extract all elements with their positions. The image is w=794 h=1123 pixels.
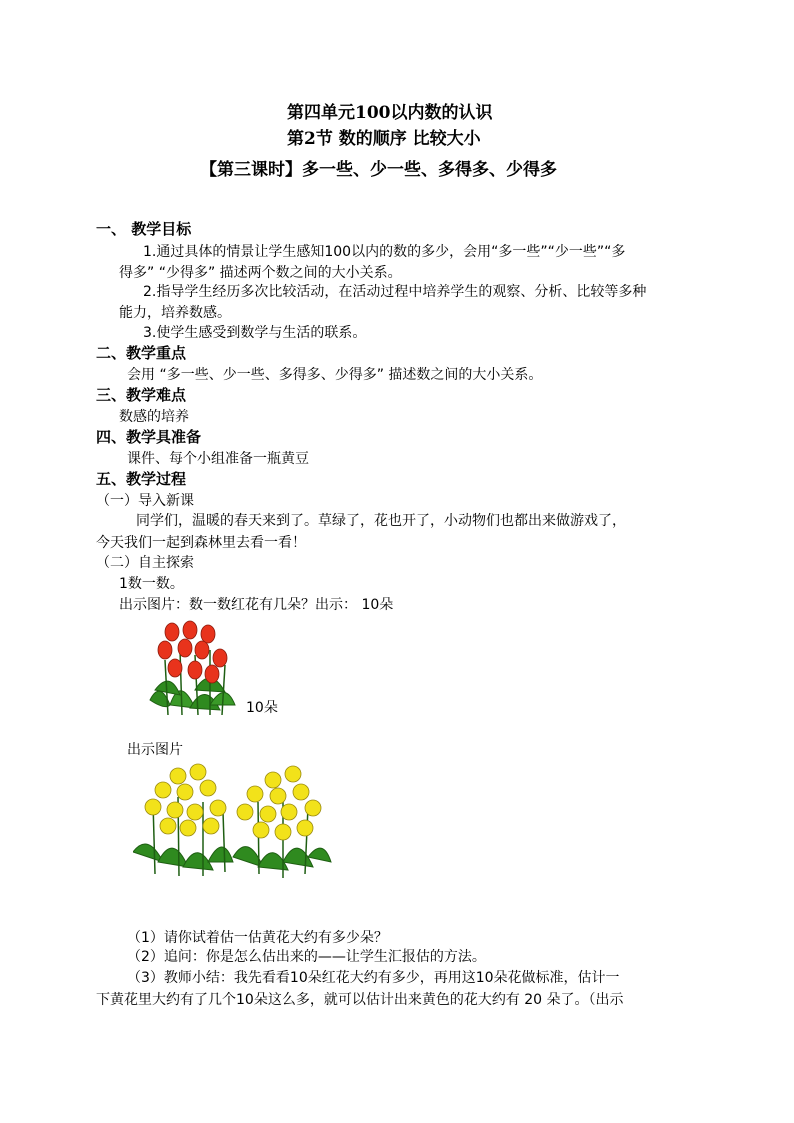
objective-2a: 2.指导学生经历多次比较活动，在活动过程中培养学生的观察、分析、比较等多种: [143, 284, 647, 300]
objective-2b: 能力，培养数感。: [119, 305, 231, 321]
intro-text-2: 今天我们一起到森林里去看一看！: [96, 535, 306, 551]
heading-key-points: 二、教学重点: [96, 344, 187, 362]
show-picture-label: 出示图片: [127, 742, 183, 758]
subheading-intro: （一）导入新课: [96, 493, 194, 509]
key-points-text: 会用 “多一些、少一些、多得多、少得多” 描述数之间的大小关系。: [127, 367, 543, 383]
heading-objectives: 一、 教学目标: [96, 220, 192, 238]
unit-title: 第四单元100以内数的认识: [287, 103, 493, 123]
materials-text: 课件、每个小组准备一瓶黄豆: [127, 451, 309, 467]
subheading-explore: （二）自主探索: [96, 555, 194, 571]
question-1: （1）请你试着估一估黄花大约有多少朵？: [127, 930, 388, 946]
heading-process: 五、教学过程: [96, 470, 187, 488]
section-title: 第2节 数的顺序 比较大小: [287, 129, 481, 149]
red-flower-caption: 10朵: [246, 700, 278, 716]
heading-difficulties: 三、教学难点: [96, 386, 187, 404]
intro-text-1: 同学们，温暖的春天来到了。草绿了，花也开了，小动物们也都出来做游戏了，: [136, 513, 626, 529]
difficulties-text: 数感的培养: [119, 409, 189, 425]
heading-materials: 四、教学具准备: [96, 428, 202, 446]
lesson-title: 【第三课时】多一些、少一些、多得多、少得多: [200, 160, 557, 180]
explore-item-1: 1数一数。: [119, 576, 184, 592]
explore-item-2: 出示图片：数一数红花有几朵？出示： 10朵: [119, 597, 394, 613]
summary-line-1: （3）教师小结：我先看看10朵红花大约有多少，再用这10朵花做标准，估计一: [127, 970, 620, 986]
objective-1a: 1.通过具体的情景让学生感知100以内的数的多少，会用“多一些”“少一些”“多: [143, 244, 626, 260]
question-2: （2）追问：你是怎么估出来的——让学生汇报估的方法。: [127, 949, 486, 965]
objective-1b: 得多” “少得多” 描述两个数之间的大小关系。: [119, 265, 402, 281]
objective-3: 3.使学生感受到数学与生活的联系。: [143, 325, 367, 341]
summary-line-2: 下黄花里大约有了几个10朵这么多，就可以估计出来黄色的花大约有 20 朵了。（出示: [96, 992, 624, 1008]
red-tulips-image: [140, 620, 240, 720]
yellow-tulips-image: [133, 762, 333, 882]
